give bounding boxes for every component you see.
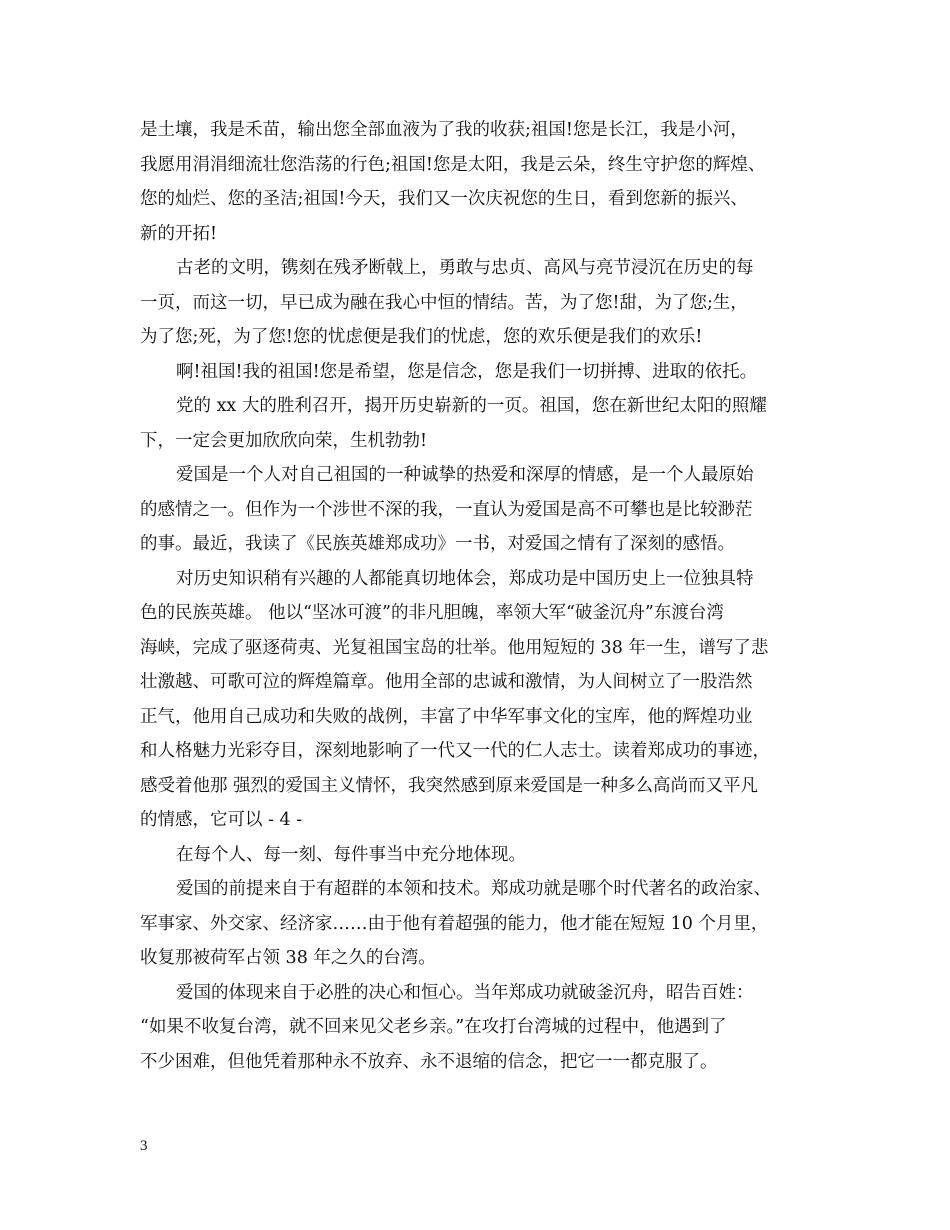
text-line: 爱国的前提来自于有超群的本领和技术。郑成功就是哪个时代著名的政治家、 <box>176 879 771 899</box>
text-line: 对历史知识稍有兴趣的人都能真切地体会，郑成功是中国历史上一位独具特 <box>176 568 754 589</box>
text-line: 爱国是一个人对自己祖国的一种诚挚的热爱和深厚的情感，是一个人最原始 <box>176 465 754 485</box>
text-line: 啊!祖国!我的祖国!您是希望，您是信念，您是我们一切拼搏、进取的依托。 <box>176 361 758 382</box>
text-line: 的事。最近，我读了《民族英雄郑成功》一书，对爱国之情有了深刻的感悟。 <box>140 534 735 554</box>
text-line: 下，一定会更加欣欣向荣，生机勃勃! <box>140 430 428 451</box>
document-body <box>140 113 840 1079</box>
text-line: 军事家、外交家、经济家……由于他有着超强的能力，他才能在短短 10 个月里， <box>140 913 769 934</box>
text-line: 不少困难，但他凭着那种永不放弃、永不退缩的信念，把它一一都克服了。 <box>140 1051 718 1072</box>
text-line: 的情感，它可以 - 4 - <box>140 810 303 830</box>
text-line: 一页，而这一切，早已成为融在我心中恒的情结。苦，为了您!甜，为了您;生， <box>140 292 748 313</box>
text-line: 爱国的体现来自于必胜的决心和恒心。当年郑成功就破釜沉舟，昭告百姓： <box>176 982 754 1003</box>
text-line: 色的民族英雄。 他以“坚冰可渡”的非凡胆魄，率领大军“破釜沉舟”东渡台湾 <box>140 603 724 623</box>
text-line: 感受着他那 强烈的爱国主义情怀，我突然感到原来爱国是一种多么高尚而又平凡 <box>140 775 759 796</box>
text-line: 的感情之一。但作为一个涉世不深的我，一直认为爱国是高不可攀也是比较渺茫 <box>140 499 753 520</box>
text-line: 是土壤，我是禾苗，输出您全部血液为了我的收获;祖国!您是长江，我是小河， <box>140 120 748 140</box>
text-line: 收复那被荷军占领 38 年之久的台湾。 <box>140 948 436 968</box>
text-line: 壮激越、可歌可泣的辉煌篇章。他用全部的忠诚和激情，为人间树立了一股浩然 <box>140 672 753 692</box>
text-line: 古老的文明，镌刻在残矛断戟上，勇敢与忠贞、高风与亮节浸沉在历史的每 <box>176 258 754 278</box>
text-line: 新的开拓! <box>140 223 218 244</box>
text-line: 在每个人、每一刻、每件事当中充分地体现。 <box>176 844 526 865</box>
text-line: 您的灿烂、您的圣洁;祖国!今天，我们又一次庆祝您的生日，看到您新的振兴、 <box>140 189 748 209</box>
text-line: 海峡，完成了驱逐荷夷、光复祖国宝岛的壮举。他用短短的 38 年一生，谱写了悲 <box>140 637 769 658</box>
text-line: 我愿用涓涓细流壮您浩荡的行色;祖国!您是太阳，我是云朵，终生守护您的辉煌、 <box>140 154 766 175</box>
text-line: “如果不收复台湾，就不回来见父老乡亲。”在攻打台湾城的过程中，他遇到了 <box>140 1017 727 1037</box>
text-line: 为了您;死，为了您!您的忧虑便是我们的忧虑，您的欢乐便是我们的欢乐! <box>140 327 703 347</box>
text-line: 正气，他用自己成功和失败的战例，丰富了中华军事文化的宝库，他的辉煌功业 <box>140 706 753 727</box>
page-number: 3 <box>140 1138 148 1154</box>
text-line: 党的 xx 大的胜利召开，揭开历史崭新的一页。祖国，您在新世纪太阳的照耀 <box>176 396 767 416</box>
text-line: 和人格魅力光彩夺目，深刻地影响了一代又一代的仁人志士。读着郑成功的事迹， <box>140 741 770 761</box>
